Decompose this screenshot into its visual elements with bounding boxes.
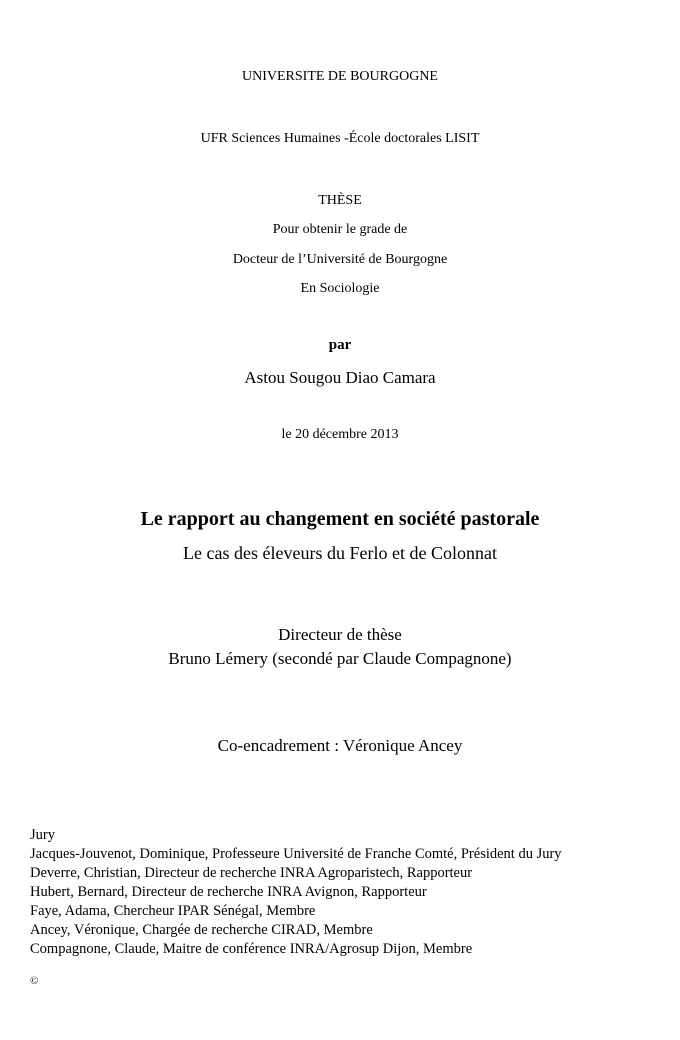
university-name: UNIVERSITE DE BOURGOGNE: [242, 69, 438, 84]
par-label: par: [328, 337, 352, 353]
these-heading: THÈSE: [318, 193, 362, 208]
co-encadrement: Co-encadrement : Véronique Ancey: [217, 736, 463, 755]
jury-member: Hubert, Bernard, Directeur de recherche INRA Avignon, Rapporteur: [30, 884, 427, 900]
degree-discipline: En Sociologie: [300, 281, 380, 296]
defense-date: le 20 décembre 2013: [281, 427, 399, 442]
director-label: Directeur de thèse: [278, 625, 402, 644]
thesis-title: Le rapport au changement en société pastorale: [140, 508, 540, 530]
jury-label: Jury: [30, 827, 55, 843]
degree-name: Docteur de l’Université de Bourgogne: [232, 252, 448, 267]
copyright-symbol: ©: [30, 975, 39, 987]
jury-member: Ancey, Véronique, Chargée de recherche CIRAD, Membre: [30, 922, 373, 938]
degree-intro: Pour obtenir le grade de: [272, 222, 408, 237]
jury-member: Compagnone, Claude, Maitre de conférence INRA/Agrosup Dijon, Membre: [30, 941, 473, 957]
jury-list: [30, 826, 670, 959]
director-names: Bruno Lémery (secondé par Claude Compagnone): [168, 649, 512, 668]
jury-member: Jacques-Jouvenot, Dominique, Professeure Université de Franche Comté, Président du Jury: [30, 846, 562, 862]
jury-member: Faye, Adama, Chercheur IPAR Sénégal, Membre: [30, 903, 316, 919]
thesis-subtitle: Le cas des éleveurs du Ferlo et de Colonnat: [183, 543, 497, 563]
jury-member: Deverre, Christian, Directeur de recherche INRA Agroparistech, Rapporteur: [30, 865, 473, 881]
ufr-line: UFR Sciences Humaines -École doctorales LISIT: [200, 131, 480, 146]
author-name: Astou Sougou Diao Camara: [244, 368, 436, 387]
